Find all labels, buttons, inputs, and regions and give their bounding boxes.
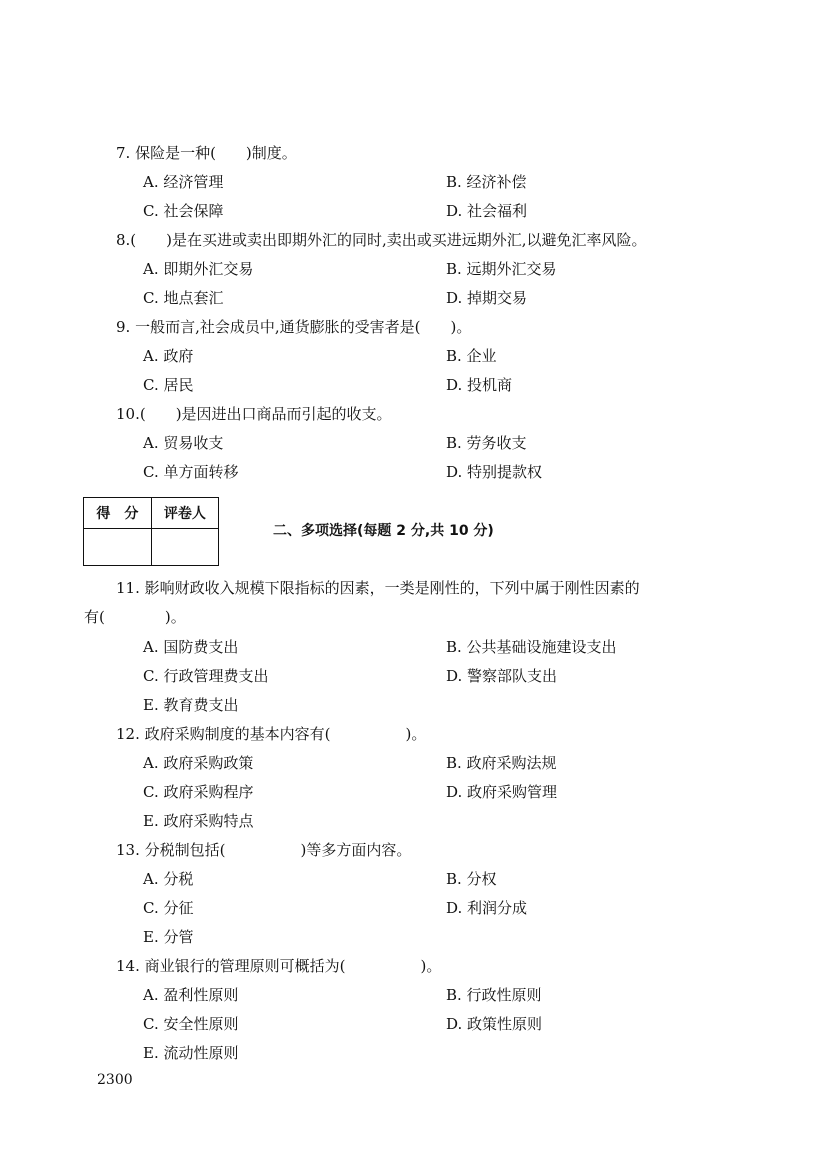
score-table bbox=[83, 497, 219, 566]
q10-option-a: A. 贸易收支 bbox=[143, 434, 224, 452]
section-2-title: 二、多项选择(每题 2 分,共 10 分) bbox=[273, 523, 494, 539]
question-13-stem: 13. 分税制包括( )等多方面内容。 bbox=[116, 841, 412, 859]
q8-option-d: D. 掉期交易 bbox=[446, 289, 528, 307]
q12-option-a: A. 政府采购政策 bbox=[143, 754, 254, 772]
grader-header: 评卷人 bbox=[151, 498, 218, 529]
q8-option-b: B. 远期外汇交易 bbox=[446, 260, 557, 278]
question-7-stem: 7. 保险是一种( )制度。 bbox=[116, 144, 297, 162]
question-14-stem: 14. 商业银行的管理原则可概括为( )。 bbox=[116, 957, 442, 975]
q12-option-d: D. 政府采购管理 bbox=[446, 783, 558, 801]
q13-option-d: D. 利润分成 bbox=[446, 899, 528, 917]
q7-option-a: A. 经济管理 bbox=[143, 173, 224, 191]
grader-cell bbox=[151, 529, 218, 566]
q11-option-c: C. 行政管理费支出 bbox=[143, 667, 269, 685]
q8-option-a: A. 即期外汇交易 bbox=[143, 260, 254, 278]
score-cell bbox=[84, 529, 152, 566]
q12-option-c: C. 政府采购程序 bbox=[143, 783, 254, 801]
score-header: 得 分 bbox=[84, 498, 152, 529]
q10-option-d: D. 特别提款权 bbox=[446, 463, 543, 481]
q11-option-e: E. 教育费支出 bbox=[143, 696, 239, 714]
q14-option-b: B. 行政性原则 bbox=[446, 986, 542, 1004]
q14-option-a: A. 盈利性原则 bbox=[143, 986, 239, 1004]
q10-option-c: C. 单方面转移 bbox=[143, 463, 239, 481]
q9-option-d: D. 投机商 bbox=[446, 376, 513, 394]
q9-option-a: A. 政府 bbox=[143, 347, 194, 365]
q8-option-c: C. 地点套汇 bbox=[143, 289, 224, 307]
q14-option-c: C. 安全性原则 bbox=[143, 1015, 239, 1033]
question-11-stem-line1: 11. 影响财政收入规模下限指标的因素，一类是刚性的，下列中属于刚性因素的 bbox=[116, 579, 640, 597]
q11-option-a: A. 国防费支出 bbox=[143, 638, 239, 656]
q14-option-e: E. 流动性原则 bbox=[143, 1044, 239, 1062]
q10-option-b: B. 劳务收支 bbox=[446, 434, 527, 452]
question-11-stem-line2: 有( )。 bbox=[84, 608, 186, 626]
question-8-stem: 8.( )是在买进或卖出即期外汇的同时,卖出或买进远期外汇,以避免汇率风险。 bbox=[116, 231, 647, 249]
q12-option-e: E. 政府采购特点 bbox=[143, 812, 254, 830]
q7-option-c: C. 社会保障 bbox=[143, 202, 224, 220]
q13-option-e: E. 分管 bbox=[143, 928, 194, 946]
q11-option-d: D. 警察部队支出 bbox=[446, 667, 558, 685]
page-number: 2300 bbox=[97, 1072, 133, 1088]
q13-option-a: A. 分税 bbox=[143, 870, 194, 888]
q12-option-b: B. 政府采购法规 bbox=[446, 754, 557, 772]
q7-option-d: D. 社会福利 bbox=[446, 202, 528, 220]
q7-option-b: B. 经济补偿 bbox=[446, 173, 527, 191]
question-9-stem: 9. 一般而言,社会成员中,通货膨胀的受害者是( )。 bbox=[116, 318, 472, 336]
q9-option-b: B. 企业 bbox=[446, 347, 497, 365]
q9-option-c: C. 居民 bbox=[143, 376, 194, 394]
q11-option-b: B. 公共基础设施建设支出 bbox=[446, 638, 617, 656]
question-12-stem: 12. 政府采购制度的基本内容有( )。 bbox=[116, 725, 427, 743]
q13-option-b: B. 分权 bbox=[446, 870, 497, 888]
question-10-stem: 10.( )是因进出口商品而引起的收支。 bbox=[116, 405, 392, 423]
q14-option-d: D. 政策性原则 bbox=[446, 1015, 543, 1033]
q13-option-c: C. 分征 bbox=[143, 899, 194, 917]
